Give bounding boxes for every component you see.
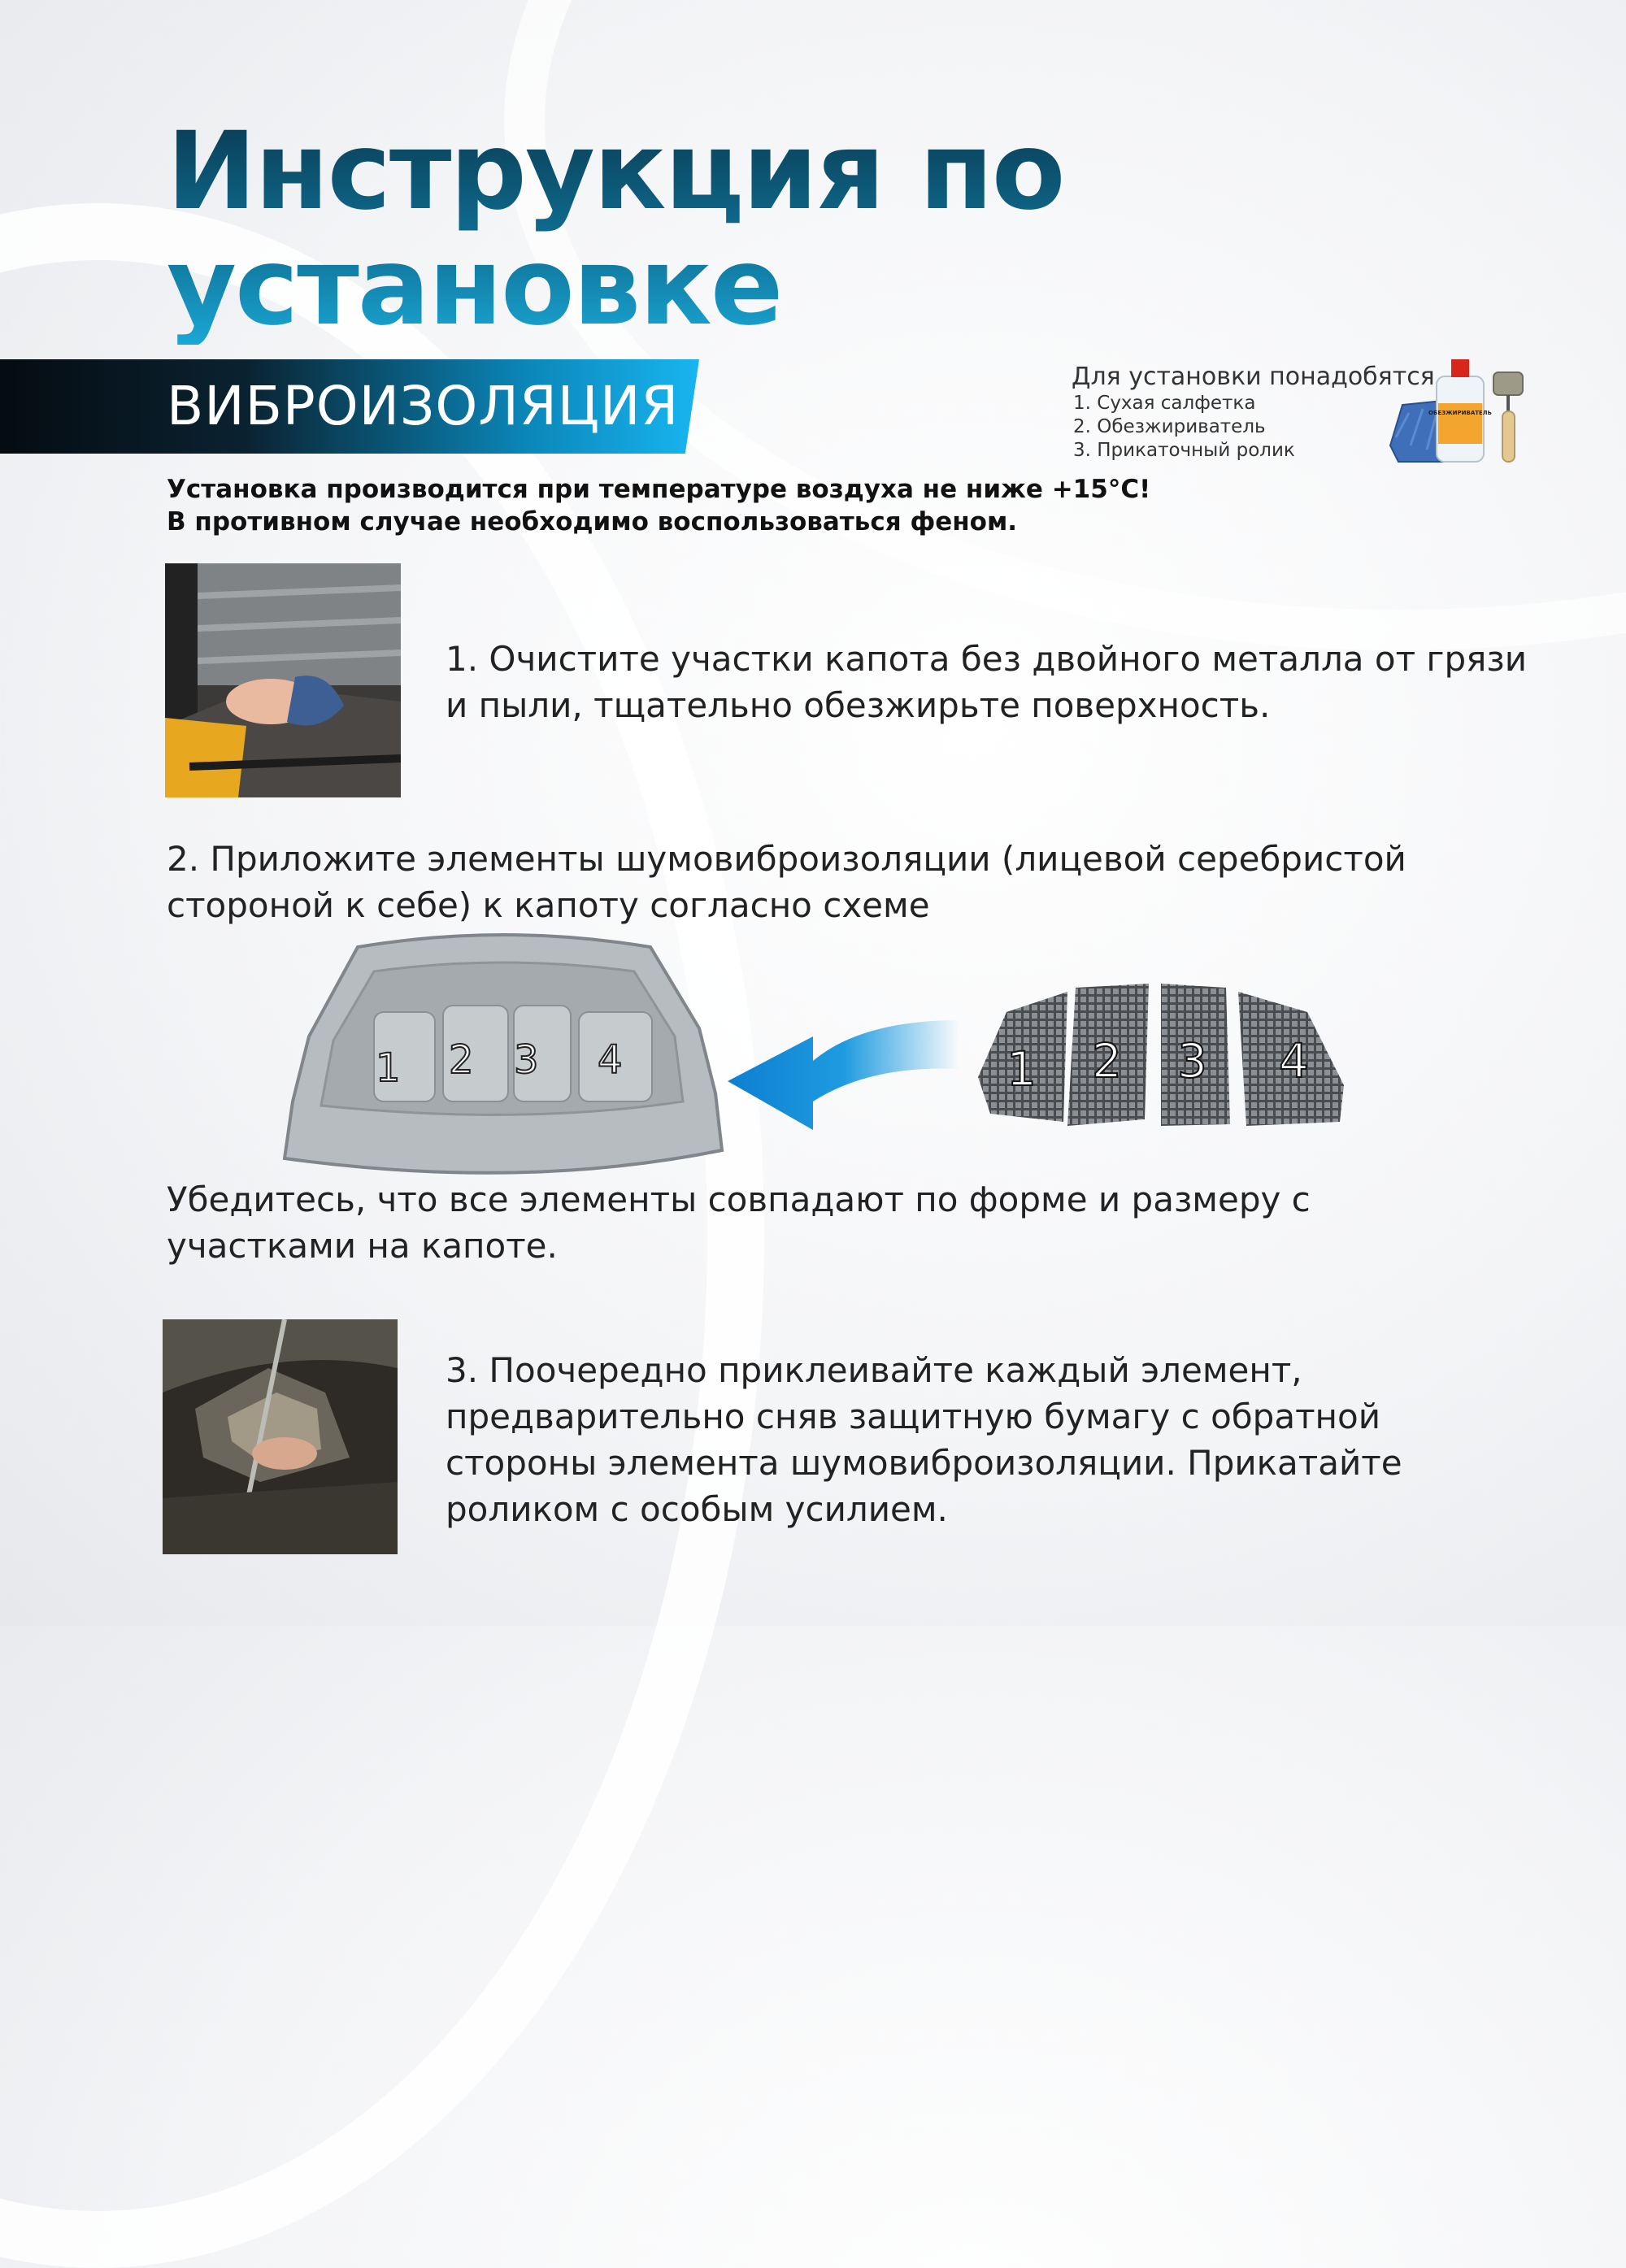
hood-diagram [276, 931, 728, 1191]
step3-text: 3. Поочередно приклеивайте каждый элемент, предварительно сняв защитную бумагу с обратной стороны элемента шумовиброизоляции. Прикатайте роликом с особым усилием. [446, 1350, 1402, 1529]
step1-text: 1. Очистите участки капота без двойного металла от грязи и пыли, тщательно обезжирьте поверхность. [446, 639, 1528, 725]
pad-label: 4 [1279, 1033, 1309, 1088]
roller-icon [1493, 372, 1523, 462]
check-note-text: Убедитесь, что все элементы совпадают по форме и размеру с участками на капоте. [167, 1180, 1311, 1266]
hood-zone-label: 1 [376, 1045, 401, 1091]
page-title-line1: Инструкция по [167, 109, 1064, 234]
tools-image [1386, 356, 1533, 466]
tools-list-item: 3. Прикаточный ролик [1073, 440, 1295, 461]
bottle-label: ОБЕЗЖИРИВАТЕЛЬ [1428, 410, 1492, 416]
tools-list [1073, 392, 1295, 463]
step2-text: 2. Приложите элементы шумовиброизоляции (лицевой серебристой стороной к себе) к капоту согласно схеме [167, 839, 1406, 925]
pad-label: 1 [1006, 1041, 1037, 1097]
vibration-pads [974, 980, 1352, 1130]
tools-list-item: 1. Сухая салфетка [1073, 393, 1256, 414]
section-banner-label: ВИБРОИЗОЛЯЦИЯ [167, 375, 680, 437]
bottle-icon [1428, 359, 1492, 462]
warning-line: Установка производится при температуре воздуха не ниже +15°С! [167, 475, 1151, 504]
hood-zone-label: 2 [449, 1037, 474, 1083]
tools-title: Для установки понадобятся [1072, 363, 1435, 391]
temperature-warning [167, 473, 1150, 538]
page-title-line2: установке [167, 224, 782, 350]
hood-zone-label: 3 [514, 1037, 539, 1083]
curved-arrow-icon [715, 1004, 967, 1134]
tools-list-item: 2. Обезжириватель [1073, 416, 1266, 437]
hood-zone-label: 4 [598, 1037, 623, 1083]
pad-label: 2 [1092, 1033, 1122, 1088]
step3-photo [163, 1319, 398, 1554]
step1-photo [165, 563, 401, 797]
page-title [167, 109, 1064, 350]
warning-line: В противном случае необходимо воспользоваться феном. [167, 507, 1018, 537]
pad-label: 3 [1177, 1033, 1207, 1088]
